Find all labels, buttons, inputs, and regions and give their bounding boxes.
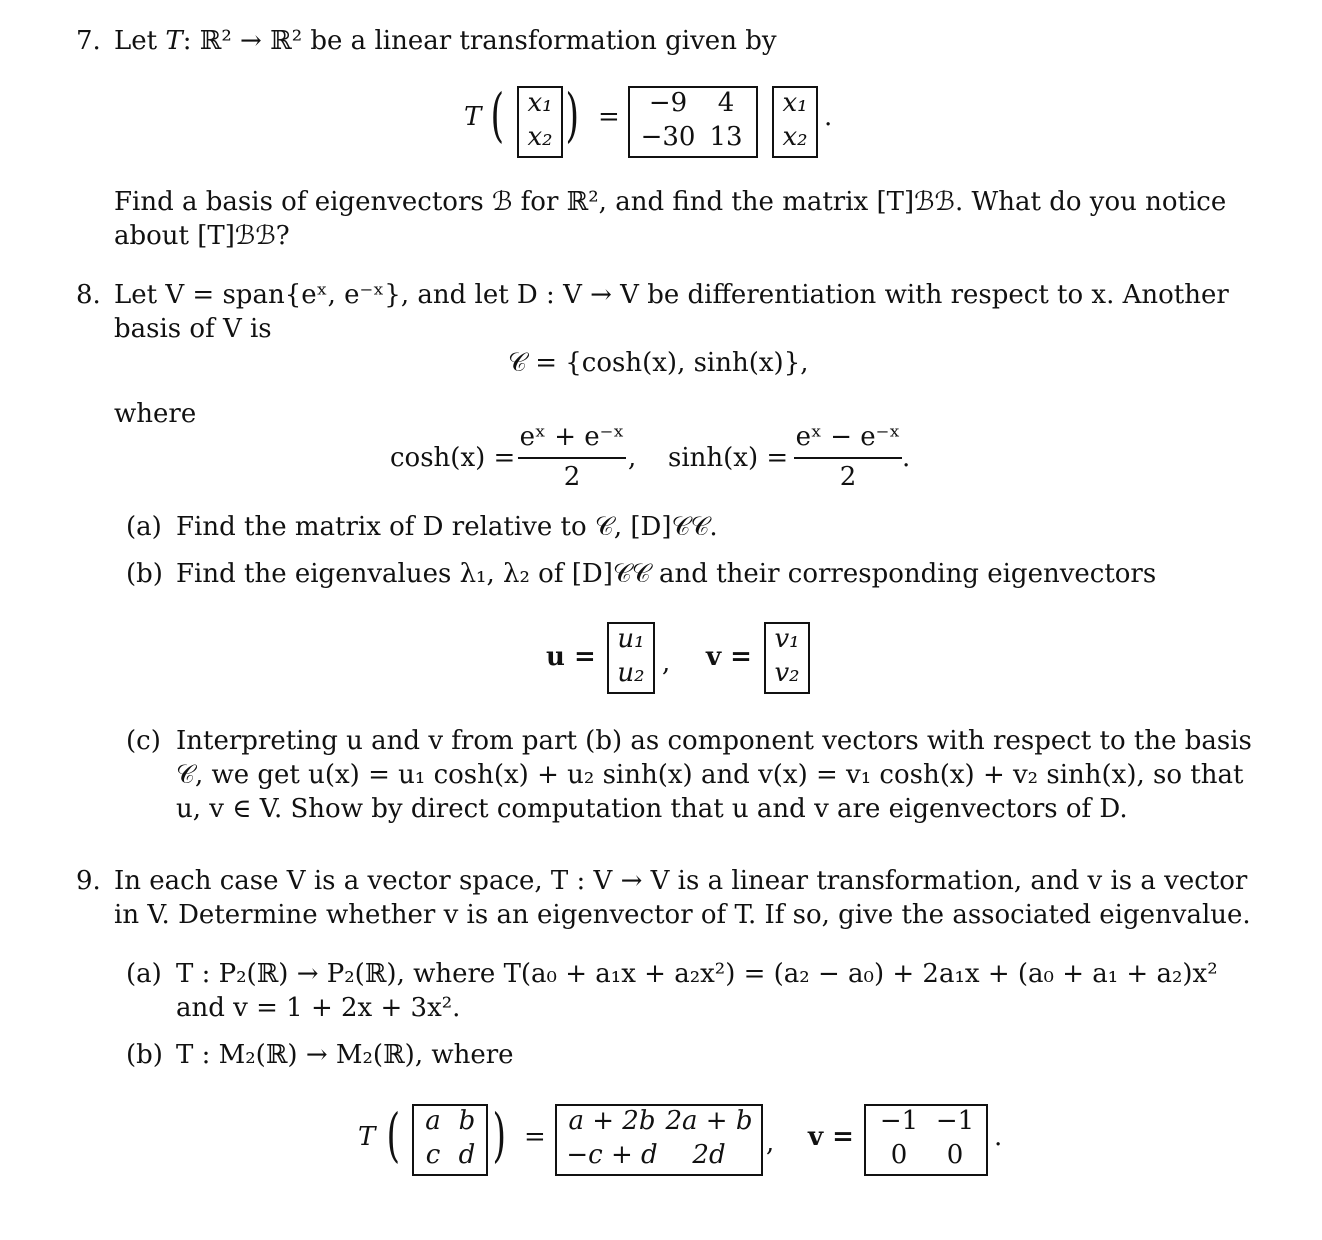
problem-7-intro: Let T: ℝ² → ℝ² be a linear transformation given by <box>114 26 777 56</box>
matrix-entry: 13 <box>709 122 743 152</box>
part-9a-line2: and v = 1 + 2x + 3x². <box>176 993 461 1023</box>
matrix-entry: −c + d <box>566 1140 658 1170</box>
basis-C-definition: 𝒞 = {cosh(x), sinh(x)}, <box>508 348 809 378</box>
vector-entry: v₂ <box>774 658 800 688</box>
matrix-entry: −30 <box>640 122 696 152</box>
vector-entry: x₁ <box>527 88 553 118</box>
part-9a-line1: T : P₂(ℝ) → P₂(ℝ), where T(a₀ + a₁x + a₂x²) = (a₂ − a₀) + 2a₁x + (a₀ + a₁ + a₂)x² <box>176 959 1218 989</box>
problem-9-line2: in V. Determine whether v is an eigenvector of T. If so, give the associated eigenvalue. <box>114 900 1251 930</box>
problem-8-line2: basis of V is <box>114 314 272 344</box>
matrix-entry: d <box>458 1140 476 1170</box>
problem-7-number: 7. <box>76 26 101 56</box>
sinh-fraction-bar <box>794 457 902 459</box>
sinh-lhs: sinh(x) = <box>668 443 789 473</box>
matrix-entry: 4 <box>717 88 735 118</box>
sinh-denominator: 2 <box>839 462 857 492</box>
part-8c-label: (c) <box>126 726 161 756</box>
problem-9-line1: In each case V is a vector space, T : V → V is a linear transformation, and v is a vector <box>114 866 1248 896</box>
sinh-numerator: eˣ − e⁻ˣ <box>795 422 901 452</box>
problem-7-find-line1: Find a basis of eigenvectors ℬ for ℝ², and find the matrix [T]ℬℬ. What do you notice <box>114 187 1227 217</box>
matrix-entry: 0 <box>946 1140 964 1170</box>
vector-entry: v₁ <box>774 624 800 654</box>
where-label: where <box>114 399 197 429</box>
u-lhs: u = <box>546 642 596 672</box>
vector-entry: u₁ <box>617 624 645 654</box>
matrix-entry: −1 <box>879 1106 919 1136</box>
eq-T-symbol: T <box>358 1122 376 1152</box>
matrix-entry: c <box>425 1140 441 1170</box>
input-matrix <box>412 1104 488 1176</box>
vector-entry: x₁ <box>782 88 808 118</box>
cosh-denominator: 2 <box>563 462 581 492</box>
right-paren: ) <box>492 1101 507 1169</box>
part-8a-text: Find the matrix of D relative to 𝒞, [D]𝒞𝒞. <box>176 512 718 542</box>
matrix-entry: −1 <box>935 1106 975 1136</box>
matrix-entry: 2a + b <box>665 1106 753 1136</box>
transformation-matrix <box>628 86 758 158</box>
input-vector <box>517 86 563 158</box>
part-8c-line2: 𝒞, we get u(x) = u₁ cosh(x) + u₂ sinh(x) and v(x) = v₁ cosh(x) + v₂ sinh(x), so that <box>176 760 1244 790</box>
eq-T-symbol: T <box>464 102 482 132</box>
matrix-entry: 2d <box>692 1140 726 1170</box>
matrix-entry: b <box>458 1106 476 1136</box>
comma: , <box>766 1128 775 1158</box>
vector-entry: x₂ <box>782 122 808 152</box>
left-paren: ( <box>490 81 505 149</box>
part-8c-line1: Interpreting u and v from part (b) as component vectors with respect to the basis <box>176 726 1252 756</box>
cosh-numerator: eˣ + e⁻ˣ <box>519 422 625 452</box>
right-paren: ) <box>565 81 580 149</box>
matrix-entry: a <box>425 1106 441 1136</box>
part-9b-text: T : M₂(ℝ) → M₂(ℝ), where <box>176 1040 514 1070</box>
period: . <box>994 1122 1003 1152</box>
equals-sign: = <box>598 102 620 132</box>
period: . <box>824 102 833 132</box>
period: . <box>902 443 911 473</box>
matrix-entry: a + 2b <box>568 1106 656 1136</box>
part-8c-line3: u, v ∈ V. Show by direct computation that u and v are eigenvectors of D. <box>176 794 1128 824</box>
v-vector <box>764 622 810 694</box>
comma: , <box>662 648 671 678</box>
output-matrix <box>555 1104 763 1176</box>
v-lhs: v = <box>808 1122 854 1152</box>
cosh-fraction-bar <box>518 457 626 459</box>
equals-sign: = <box>524 1122 546 1152</box>
part-9b-label: (b) <box>126 1040 163 1070</box>
left-paren: ( <box>386 1101 401 1169</box>
problem-9-number: 9. <box>76 866 101 896</box>
matrix-entry: 0 <box>890 1140 908 1170</box>
input-vector-right <box>772 86 818 158</box>
cosh-lhs: cosh(x) = <box>390 443 516 473</box>
part-8b-text: Find the eigenvalues λ₁, λ₂ of [D]𝒞𝒞 and their corresponding eigenvectors <box>176 559 1157 589</box>
v-matrix <box>864 1104 988 1176</box>
matrix-entry: −9 <box>648 88 688 118</box>
comma: , <box>628 443 637 473</box>
vector-entry: u₂ <box>617 658 645 688</box>
problem-7-find-line2: about [T]ℬℬ? <box>114 221 290 251</box>
vector-entry: x₂ <box>527 122 553 152</box>
u-vector <box>607 622 655 694</box>
problem-8-number: 8. <box>76 280 101 310</box>
problem-8-line1: Let V = span{eˣ, e⁻ˣ}, and let D : V → V be differentiation with respect to x. Another <box>114 280 1229 310</box>
part-8b-label: (b) <box>126 559 163 589</box>
part-9a-label: (a) <box>126 959 162 989</box>
v-lhs: v = <box>706 642 752 672</box>
part-8a-label: (a) <box>126 512 162 542</box>
